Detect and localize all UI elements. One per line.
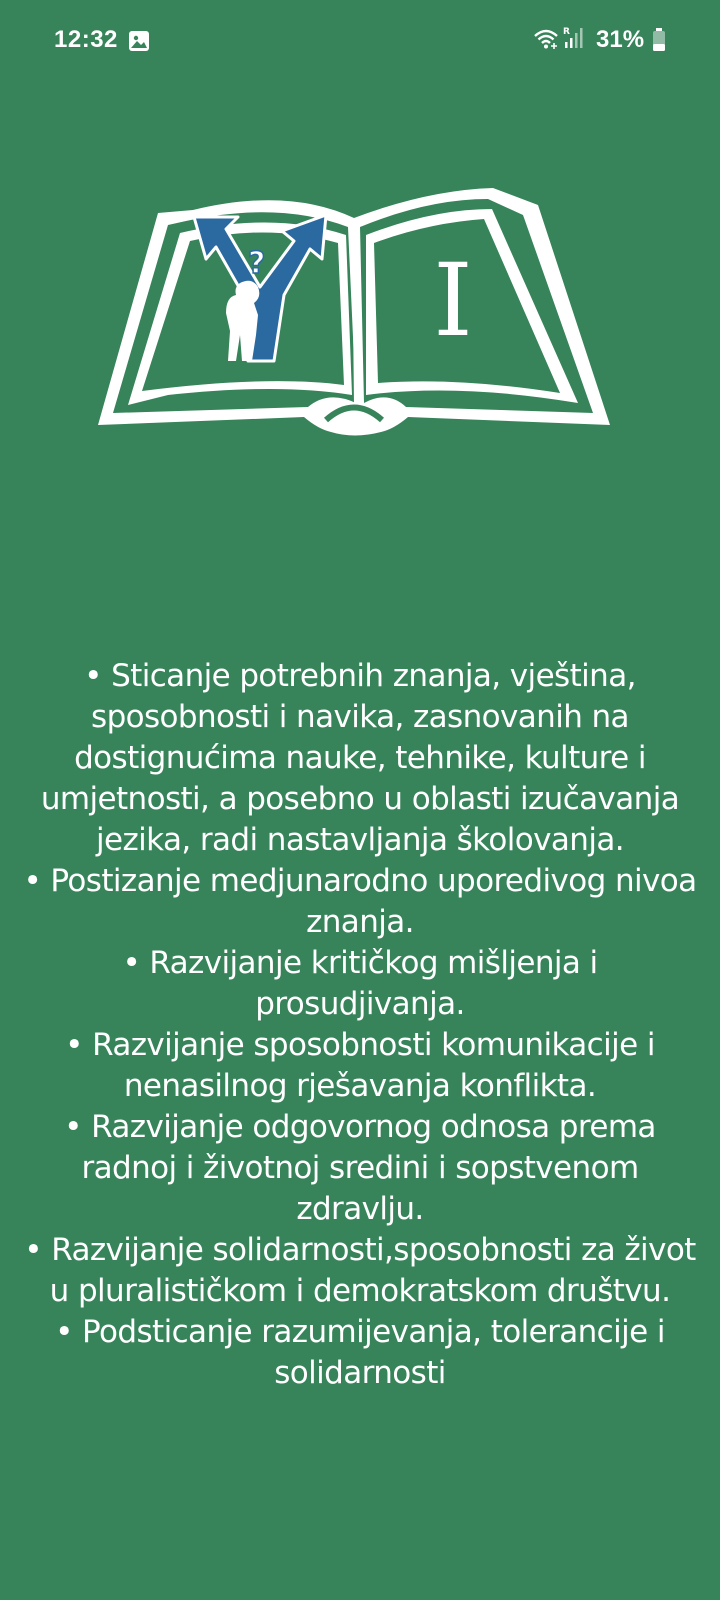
list-item-text: Postizanje medjunarodno uporedivog nivoa znanja. xyxy=(50,863,697,940)
bullet: • xyxy=(64,1109,82,1145)
battery-percentage: 31% xyxy=(596,26,645,53)
list-item xyxy=(20,861,700,943)
bullet: • xyxy=(23,863,42,899)
list-item-text: Razvijanje kritičkog mišljenja i prosudjivanja. xyxy=(149,945,598,1022)
list-item xyxy=(20,943,700,1025)
logo-letter: I xyxy=(433,242,473,359)
list-item-text: Podsticanje razumijevanja, tolerancije i solidarnosti xyxy=(82,1314,665,1391)
wifi-icon xyxy=(534,28,560,50)
list-item xyxy=(20,1312,700,1394)
status-bar xyxy=(0,0,720,80)
gallery-icon xyxy=(128,30,150,52)
list-item-text: Sticanje potrebnih znanja, vještina, sposobnosti i navika, zasnovanih na dostignućima nauke, tehnike, kulture i umjetnosti, a posebno u oblasti izučavanja jezika, radi nastavljanja školovanja. xyxy=(40,658,680,858)
list-item xyxy=(20,1107,700,1230)
list-item xyxy=(20,1025,700,1107)
battery-icon xyxy=(652,28,666,52)
bullet: • xyxy=(65,1027,83,1063)
bullet: • xyxy=(24,1232,42,1268)
status-time: 12:32 xyxy=(54,26,118,53)
signal-icon xyxy=(563,26,583,50)
goals-list xyxy=(20,656,700,1394)
list-item-text: Razvijanje solidarnosti,sposobnosti za život u pluralističkom i demokratskom društvu. xyxy=(49,1232,696,1309)
list-item xyxy=(20,656,700,861)
svg-text:R: R xyxy=(563,27,570,37)
bullet: • xyxy=(55,1314,73,1350)
question-mark: ? xyxy=(248,246,266,281)
bullet: • xyxy=(122,945,141,981)
bullet: • xyxy=(84,658,102,694)
open-book-crossroads-logo xyxy=(98,185,624,447)
list-item xyxy=(20,1230,700,1312)
list-item-text: Razvijanje odgovornog odnosa prema radnoj i životnoj sredini i sopstvenom zdravlju. xyxy=(81,1109,656,1227)
list-item-text: Razvijanje sposobnosti komunikacije i nenasilnog rješavanja konflikta. xyxy=(92,1027,655,1104)
